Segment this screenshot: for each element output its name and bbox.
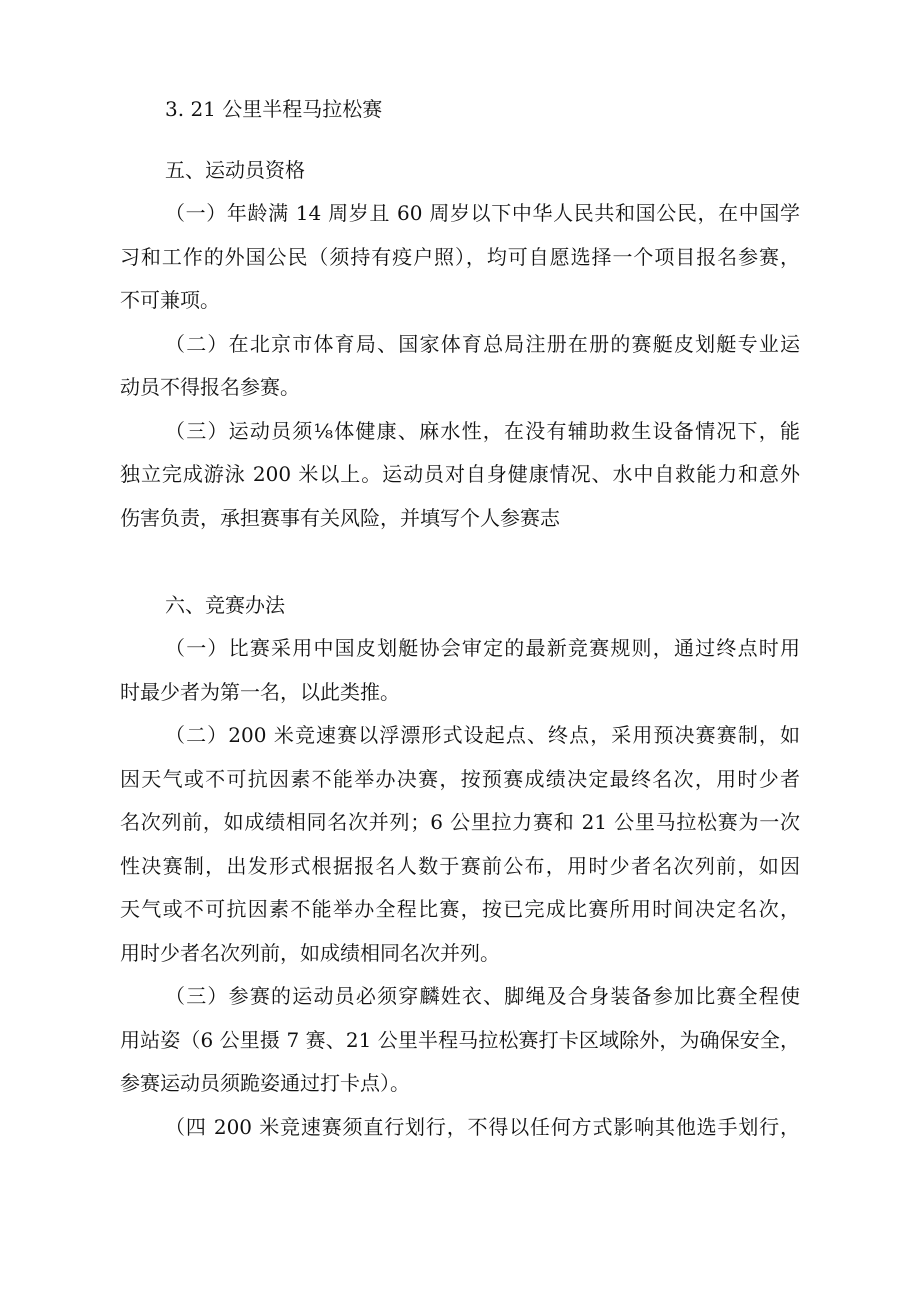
paragraph-line: （四 200 米竞速赛须直行划行，不得以任何方式影响其他选手划行， <box>165 1114 800 1139</box>
paragraph-line: 习和工作的外国公民（须持有疫户照），均可自愿选择一个项目报名参赛， <box>120 244 800 269</box>
paragraph-line: 时最少者为第一名，以此类推。 <box>120 679 400 704</box>
eligibility-paragraph-3 <box>120 410 800 541</box>
paragraph-line: 因天气或不可抗因素不能举办决赛，按预赛成绩决定最终名次，用时少者 <box>120 766 800 791</box>
section-heading-competition: 六、竞赛办法 <box>165 592 285 617</box>
paragraph-line: 天气或不可抗因素不能举办全程比赛，按已完成比赛所用时间决定名次， <box>120 897 800 921</box>
paragraph-line: 用站姿（6 公里摄 7 赛、21 公里半程马拉松赛打卡区域除外，为确保安全， <box>120 1027 800 1052</box>
paragraph-line: 性决赛制，出发形式根据报名人数于赛前公布，用时少者名次列前，如因 <box>120 853 800 878</box>
paragraph-line: 名次列前，如成绩相同名次并列；6 公里拉力赛和 21 公里马拉松赛为一次 <box>120 810 800 834</box>
paragraph-line: （二）200 米竞速赛以浮漂形式设起点、终点，采用预决赛赛制，如 <box>165 723 800 747</box>
paragraph-line: 伤害负责，承担赛事有关风险，并填写个人参赛志 <box>120 505 560 530</box>
paragraph-line: 用时少者名次列前，如成绩相同名次并列。 <box>120 940 500 965</box>
eligibility-paragraph-2 <box>120 323 800 410</box>
paragraph-line: （一）比赛采用中国皮划艇协会审定的最新竞赛规则，通过终点时用 <box>165 636 800 660</box>
paragraph-line: 参赛运动员须跪姿通过打卡点）。 <box>120 1071 410 1095</box>
paragraph-line: 独立完成游泳 200 米以上。运动员对自身健康情况、水中自救能力和意外 <box>120 462 800 486</box>
competition-paragraph-3 <box>120 975 800 1106</box>
section-athlete-eligibility <box>120 149 800 541</box>
competition-paragraph-4 <box>120 1106 800 1150</box>
competition-paragraph-2 <box>120 714 800 975</box>
paragraph-line: 动员不得报名参赛。 <box>120 375 300 399</box>
paragraph-line: （三）参赛的运动员必须穿麟姓衣、脚绳及合身装备参加比赛全程使 <box>165 984 800 1008</box>
paragraph-line: 不可兼项。 <box>120 288 220 312</box>
eligibility-paragraph-1 <box>120 192 800 323</box>
item-3-title: 3. 21 公里半程马拉松赛 <box>165 97 383 121</box>
document-page <box>120 88 800 1149</box>
section-competition-rules <box>120 584 800 1150</box>
paragraph-line: （一）年龄满 14 周岁且 60 周岁以下中华人民共和国公民，在中国学 <box>165 201 800 225</box>
competition-paragraph-1 <box>120 627 800 714</box>
section-heading-eligibility: 五、运动员资格 <box>165 157 305 182</box>
paragraph-line: （三）运动员须⅛体健康、麻水性，在没有辅助救生设备情况下，能 <box>165 418 800 443</box>
paragraph-line: （二）在北京市体育局、国家体育总局注册在册的赛艇皮划艇专业运 <box>165 331 800 356</box>
